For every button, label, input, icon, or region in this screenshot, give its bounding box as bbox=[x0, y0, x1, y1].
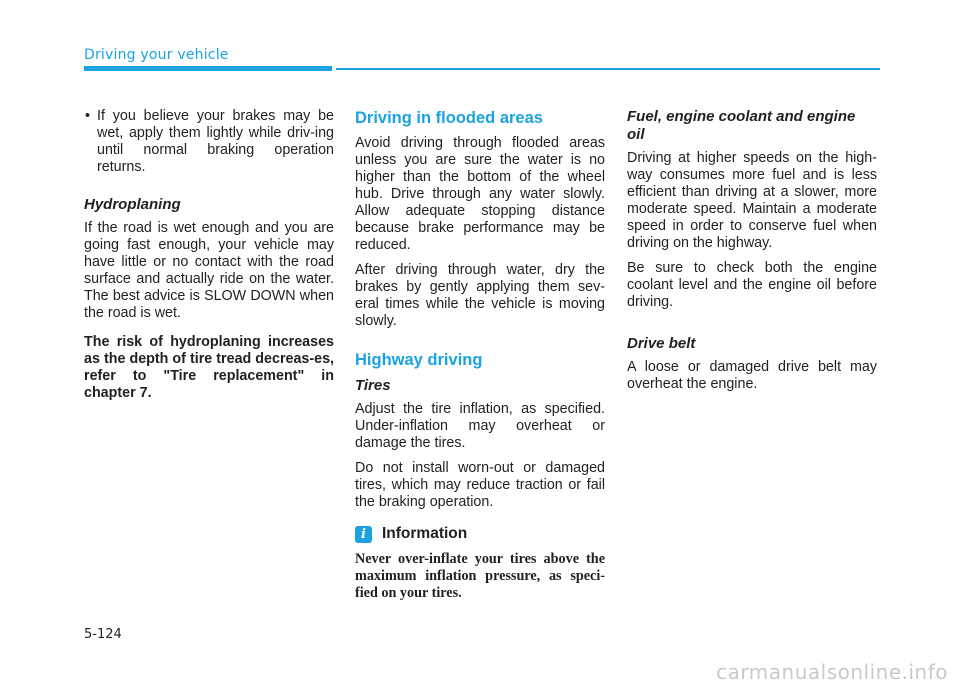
flooded-areas-paragraph-1: Avoid driving through flooded areas unless you are sure the water is no higher than the bottom of the wheel hub. Drive through any water slowly. Allow adequate stopping distance because brake performance may be reduced. bbox=[355, 135, 605, 253]
drive-belt-heading: Drive belt bbox=[627, 335, 696, 352]
flooded-areas-heading: Driving in flooded areas bbox=[355, 109, 543, 127]
tires-paragraph-2: Do not install worn-out or damaged tires, which may reduce traction or fail the braking operation. bbox=[355, 460, 605, 510]
section-title: Driving your vehicle bbox=[84, 47, 229, 63]
bullet-item-brakes bbox=[84, 108, 334, 176]
bullet-dot-icon: • bbox=[85, 108, 91, 124]
column-left bbox=[84, 108, 334, 410]
tires-paragraph-1: Adjust the tire inflation, as specified. Under-inflation may overheat or damage the tires. bbox=[355, 401, 605, 451]
fuel-paragraph-1: Driving at higher speeds on the high-way consumes more fuel and is less efficient than driving at a slower, more moderate speed. Maintain a moderate speed in order to conserve fuel when driving on the highway. bbox=[627, 150, 877, 251]
header-rule-thick bbox=[84, 66, 332, 71]
drive-belt-body: A loose or damaged drive belt may overheat the engine. bbox=[627, 359, 877, 392]
highway-driving-heading: Highway driving bbox=[355, 351, 483, 369]
fuel-coolant-oil-heading: Fuel, engine coolant and engine oil bbox=[627, 108, 856, 143]
hydroplaning-heading: Hydroplaning bbox=[84, 196, 181, 213]
information-body: Never over-inflate your tires above the maximum inflation pressure, as speci-fied on your tires. bbox=[355, 551, 605, 601]
page-number: 5-124 bbox=[84, 627, 122, 642]
information-title: Information bbox=[382, 525, 468, 542]
hydroplaning-body: If the road is wet enough and you are going fast enough, your vehicle may have little or no contact with the road surface and actually ride on the water. The best advice is SLOW DOWN when the road is wet. bbox=[84, 220, 334, 321]
tires-heading: Tires bbox=[355, 377, 391, 394]
bullet-text: If you believe your brakes may be wet, apply them lightly while driv-ing until normal braking operation returns. bbox=[97, 108, 334, 175]
header-rule-thin bbox=[336, 68, 880, 70]
info-icon: i bbox=[355, 526, 372, 543]
flooded-areas-paragraph-2: After driving through water, dry the brakes by gently applying them sev-eral times while the vehicle is moving slowly. bbox=[355, 262, 605, 329]
watermark: carmanualsonline.info bbox=[716, 660, 948, 684]
column-right bbox=[627, 108, 877, 401]
hydroplaning-warning: The risk of hydroplaning increases as the depth of tire tread decreas-es, refer to "Tire replacement" in chapter 7. bbox=[84, 334, 334, 401]
fuel-paragraph-2: Be sure to check both the engine coolant level and the engine oil before driving. bbox=[627, 260, 877, 310]
column-middle bbox=[355, 108, 605, 602]
information-header bbox=[355, 525, 605, 543]
